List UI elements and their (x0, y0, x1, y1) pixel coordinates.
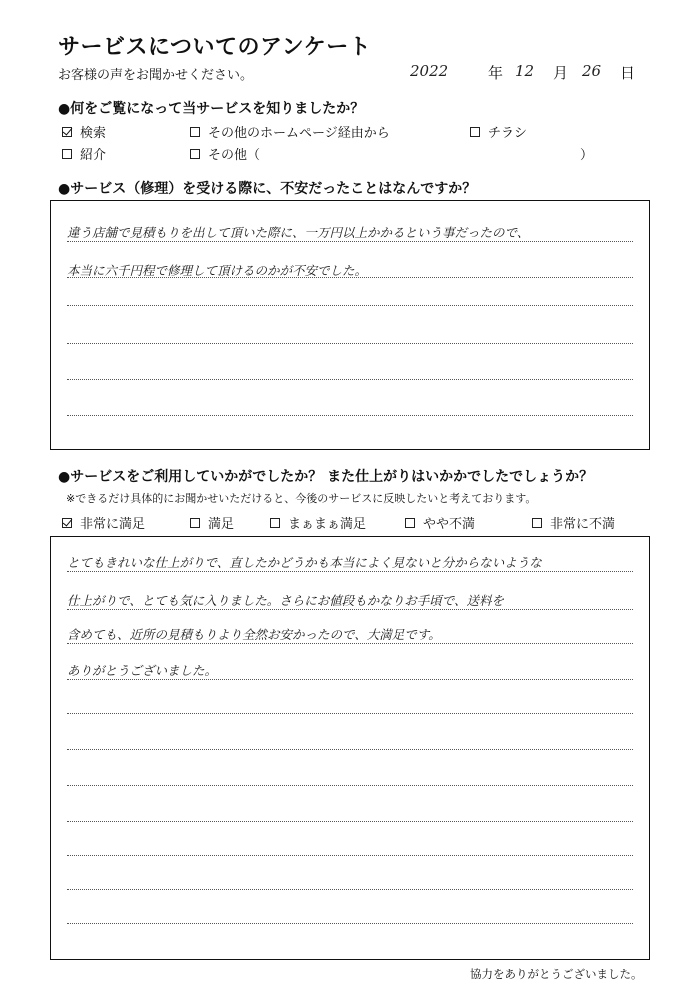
checkbox-icon[interactable] (470, 127, 480, 137)
ruled-line (67, 609, 633, 610)
q1-option-other[interactable] (190, 144, 260, 163)
q3-answer-box[interactable] (50, 536, 650, 960)
footer-thanks: 協力をありがとうございました。 (470, 967, 643, 981)
q3-option-very-dissatisfied[interactable] (532, 513, 615, 532)
q3-answer-line: 仕上がりで、とても気に入りました。さらにお値段もかなりお手頃で、送料を (67, 593, 505, 608)
checkbox-checked-icon[interactable] (62, 127, 72, 137)
q3-option-label: まぁまぁ満足 (288, 517, 367, 532)
date-month-unit: 月 (553, 64, 569, 82)
q3-option-label: 非常に満足 (80, 517, 146, 532)
ruled-line (67, 785, 633, 786)
ruled-line (67, 821, 633, 822)
ruled-line (67, 749, 633, 750)
checkbox-icon[interactable] (190, 149, 200, 159)
q1-option-label: 検索 (80, 126, 107, 141)
q3-option-somewhat-dissatisfied[interactable] (405, 513, 475, 532)
date-year-unit: 年 (488, 64, 504, 82)
page-title: サービスについてのアンケート (58, 35, 372, 60)
date-day[interactable]: 26 (582, 62, 602, 80)
ruled-line (67, 643, 633, 644)
date-year[interactable]: 2022 (410, 62, 449, 80)
checkbox-icon[interactable] (62, 149, 72, 159)
q1-option-label: その他のホームページ経由から (208, 126, 390, 141)
q3-option-label: やや不満 (423, 517, 476, 532)
q2-answer-line: 本当に六千円程で修理して頂けるのかが不安でした。 (67, 263, 368, 278)
q3-answer-line: ありがとうございました。 (67, 663, 218, 678)
ruled-line (67, 855, 633, 856)
q1-other-close-paren: ） (580, 148, 594, 163)
ruled-line (67, 343, 633, 344)
q2-question: ●サービス（修理）を受ける際に、不安だったことはなんですか？ (58, 181, 477, 197)
q1-option-label: 紹介 (80, 148, 107, 163)
q3-answer-line: 含めても、近所の見積もりより全然お安かったので、大満足です。 (67, 627, 441, 642)
q1-option-referral[interactable] (62, 144, 106, 163)
ruled-line (67, 679, 633, 680)
q3-option-label: 満足 (208, 517, 235, 532)
ruled-line (67, 923, 633, 924)
checkbox-checked-icon[interactable] (62, 518, 72, 528)
q3-option-label: 非常に不満 (550, 517, 616, 532)
ruled-line (67, 277, 633, 278)
q3-option-very-satisfied[interactable] (62, 513, 145, 532)
checkbox-icon[interactable] (190, 518, 200, 528)
q1-question: ●何をご覧になって当サービスを知りましたか？ (58, 101, 365, 117)
date-month[interactable]: 12 (515, 62, 535, 80)
ruled-line (67, 713, 633, 714)
q3-option-somewhat-satisfied[interactable] (270, 513, 366, 532)
checkbox-icon[interactable] (532, 518, 542, 528)
ruled-line (67, 305, 633, 306)
q3-note: ※できるだけ具体的にお聞かせいただけると、今後のサービスに反映したいと考えております。 (66, 492, 537, 505)
page-subtitle: お客様の声をお聞かせください。 (58, 68, 254, 83)
q3-option-satisfied[interactable] (190, 513, 234, 532)
q1-option-label: チラシ (488, 126, 528, 141)
q3-question: ●サービスをご利用していかがでしたか？ また仕上がりはいかかでしたでしょうか？ (58, 469, 594, 485)
q2-answer-box[interactable] (50, 200, 650, 450)
q1-option-other-website[interactable] (190, 122, 390, 141)
q2-answer-line: 違う店舗で見積もりを出して頂いた際に、一万円以上かかるという事だったので、 (67, 225, 530, 240)
date-day-unit: 日 (620, 64, 636, 82)
ruled-line (67, 241, 633, 242)
checkbox-icon[interactable] (405, 518, 415, 528)
q1-option-search[interactable] (62, 122, 106, 141)
q1-option-label: その他（ (208, 148, 261, 163)
ruled-line (67, 889, 633, 890)
ruled-line (67, 415, 633, 416)
checkbox-icon[interactable] (270, 518, 280, 528)
q3-answer-line: とてもきれいな仕上がりで、直したかどうかも本当によく見ないと分からないような (67, 555, 542, 570)
ruled-line (67, 379, 633, 380)
checkbox-icon[interactable] (190, 127, 200, 137)
q1-option-flyer[interactable] (470, 122, 527, 141)
ruled-line (67, 571, 633, 572)
